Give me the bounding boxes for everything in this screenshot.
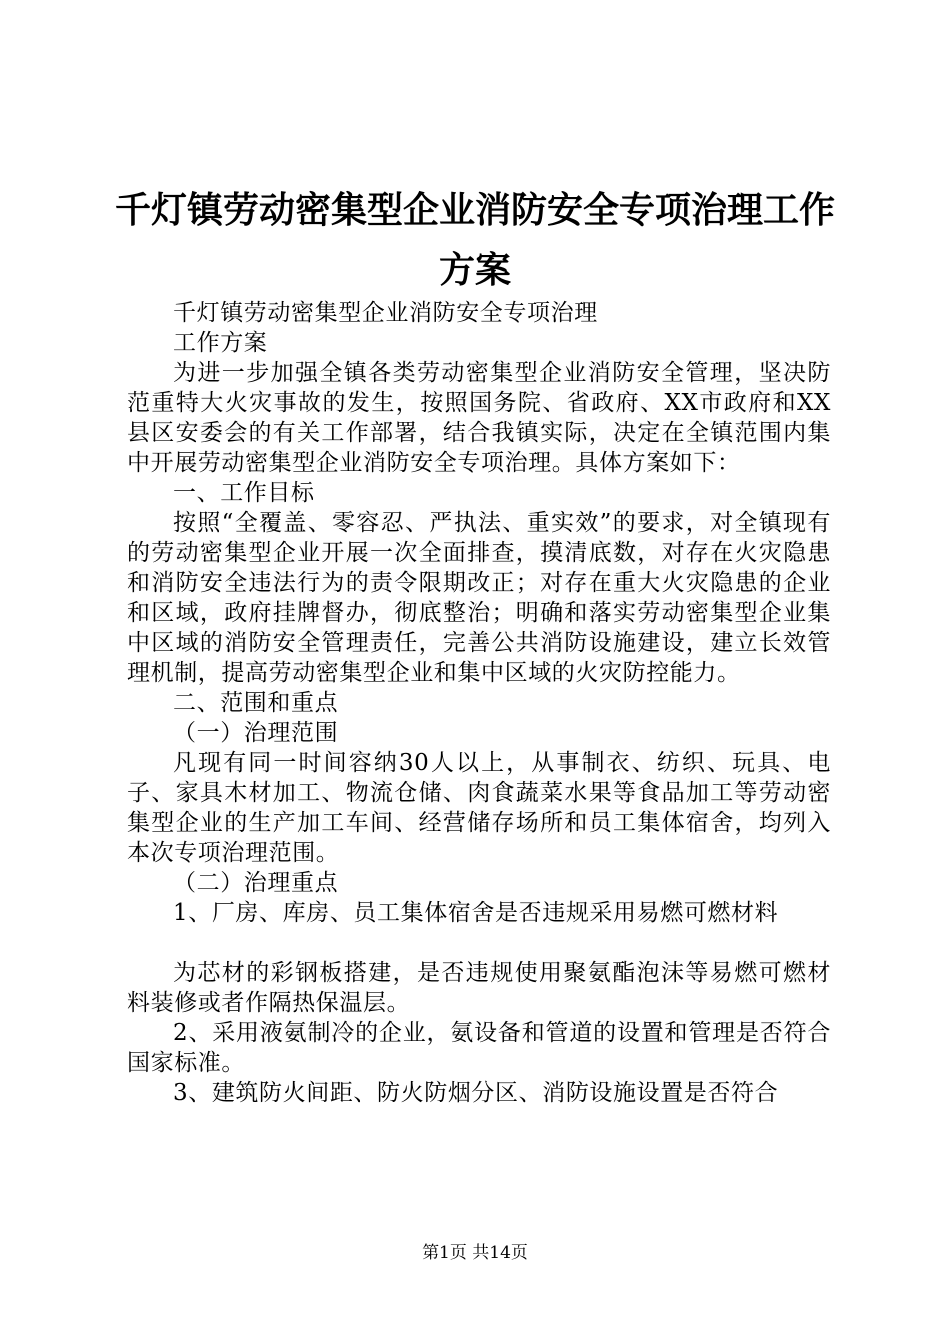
paragraph-scope: 凡现有同一时间容纳30人以上，从事制衣、纺织、玩具、电子、家具木材加工、物流仓储、肉食蔬菜水果等食品加工等劳动密集型企业的生产加工车间、经营储存场所和员工集体宿舍，均列入本次专项治理范围。 (127, 750, 831, 866)
section-heading-scope: 二、范围和重点 (173, 690, 339, 716)
subsection-heading-scope: （一）治理范围 (173, 720, 339, 746)
list-item-1-cont: 为芯材的彩钢板搭建，是否违规使用聚氨酯泡沫等易燃可燃材料装修或者作隔热保温层。 (127, 960, 831, 1016)
document-title-line-2: 方案 (438, 249, 511, 291)
paragraph-subtitle: 千灯镇劳动密集型企业消防安全专项治理 (173, 300, 598, 326)
paragraph-intro: 为进一步加强全镇各类劳动密集型企业消防安全管理，坚决防范重特大火灾事故的发生，按照国务院、省政府、XX市政府和XX县区安委会的有关工作部署，结合我镇实际，决定在全镇范围内集中开展劳动密集型企业消防安全专项治理。具体方案如下： (127, 360, 831, 476)
paragraph-goals: 按照“全覆盖、零容忍、严执法、重实效”的要求，对全镇现有的劳动密集型企业开展一次全面排查，摸清底数，对存在火灾隐患和消防安全违法行为的责令限期改正；对存在重大火灾隐患的企业和区域，政府挂牌督办，彻底整治；明确和落实劳动密集型企业集中区域的消防安全管理责任，完善公共消防设施建设，建立长效管理机制，提高劳动密集型企业和集中区域的火灾防控能力。 (127, 510, 831, 686)
paragraph-subtitle-cont: 工作方案 (173, 330, 268, 356)
list-item-3: 3、建筑防火间距、防火防烟分区、消防设施设置是否符合 (173, 1080, 779, 1106)
page-footer: 第1页 共14页 (422, 1243, 528, 1263)
section-heading-goals: 一、工作目标 (173, 480, 315, 506)
subsection-heading-focus: （二）治理重点 (173, 870, 339, 896)
document-title-line-1: 千灯镇劳动密集型企业消防安全专项治理工作 (114, 189, 835, 231)
document-body (127, 298, 831, 1108)
list-item-2: 2、采用液氨制冷的企业，氨设备和管道的设置和管理是否符合国家标准。 (127, 1020, 831, 1076)
list-item-1: 1、厂房、库房、员工集体宿舍是否违规采用易燃可燃材料 (173, 900, 779, 926)
